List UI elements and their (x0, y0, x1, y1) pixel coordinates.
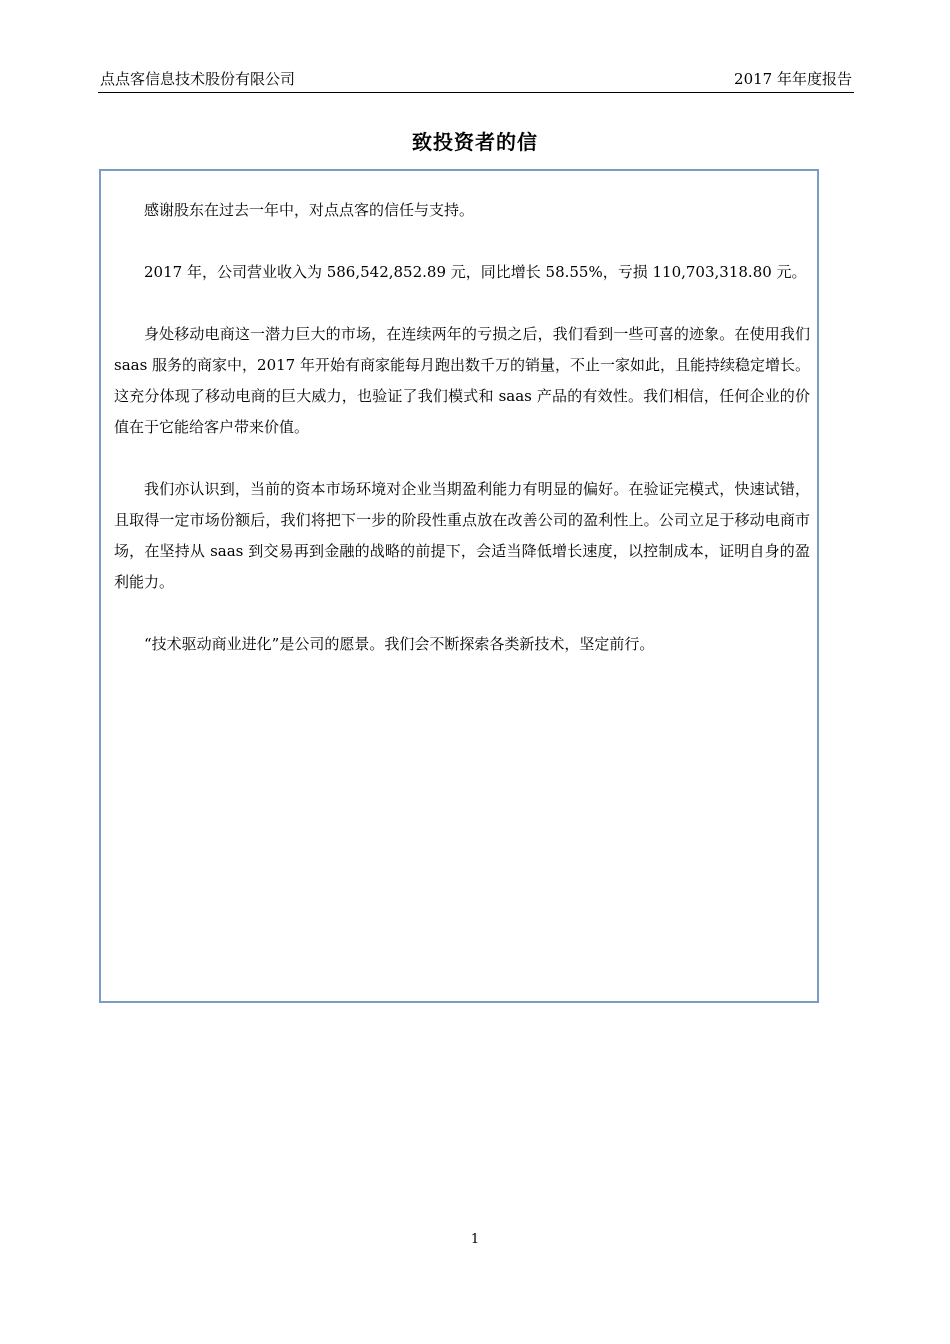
letter-paragraph: 2017 年，公司营业收入为 586,542,852.89 元，同比增长 58.55%，亏损 110,703,318.80 元。 (144, 263, 807, 281)
page-number: 1 (470, 1232, 480, 1247)
letter-paragraph: 我们亦认识到，当前的资本市场环境对企业当期盈利能力有明显的偏好。在验证完模式，快速试错，且取得一定市场份额后，我们将把下一步的阶段性重点放在改善公司的盈利性上。公司立足于移动电商市场，在坚持从 saas 到交易再到金融的战略的前提下，会适当降低增长速度，以控制成本，证明自身的盈利能力。 (114, 480, 810, 591)
letter-body (114, 195, 810, 691)
letter-paragraph: 身处移动电商这一潜力巨大的市场，在连续两年的亏损之后，我们看到一些可喜的迹象。在使用我们 saas 服务的商家中，2017 年开始有商家能每月跑出数千万的销量，不止一家如此，且能持续稳定增长。这充分体现了移动电商的巨大威力，也验证了我们模式和 saas 产品的有效性。我们相信，任何企业的价值在于它能给客户带来价值。 (114, 325, 810, 436)
company-name: 点点客信息技术股份有限公司 (100, 70, 296, 88)
letter-paragraph: “技术驱动商业进化”是公司的愿景。我们会不断探索各类新技术，坚定前行。 (144, 635, 655, 653)
report-title: 2017 年年度报告 (734, 70, 852, 88)
letter-title: 致投资者的信 (412, 130, 538, 154)
page-header (98, 66, 854, 93)
letter-box (99, 169, 819, 1003)
letter-paragraph: 感谢股东在过去一年中，对点点客的信任与支持。 (144, 201, 475, 219)
